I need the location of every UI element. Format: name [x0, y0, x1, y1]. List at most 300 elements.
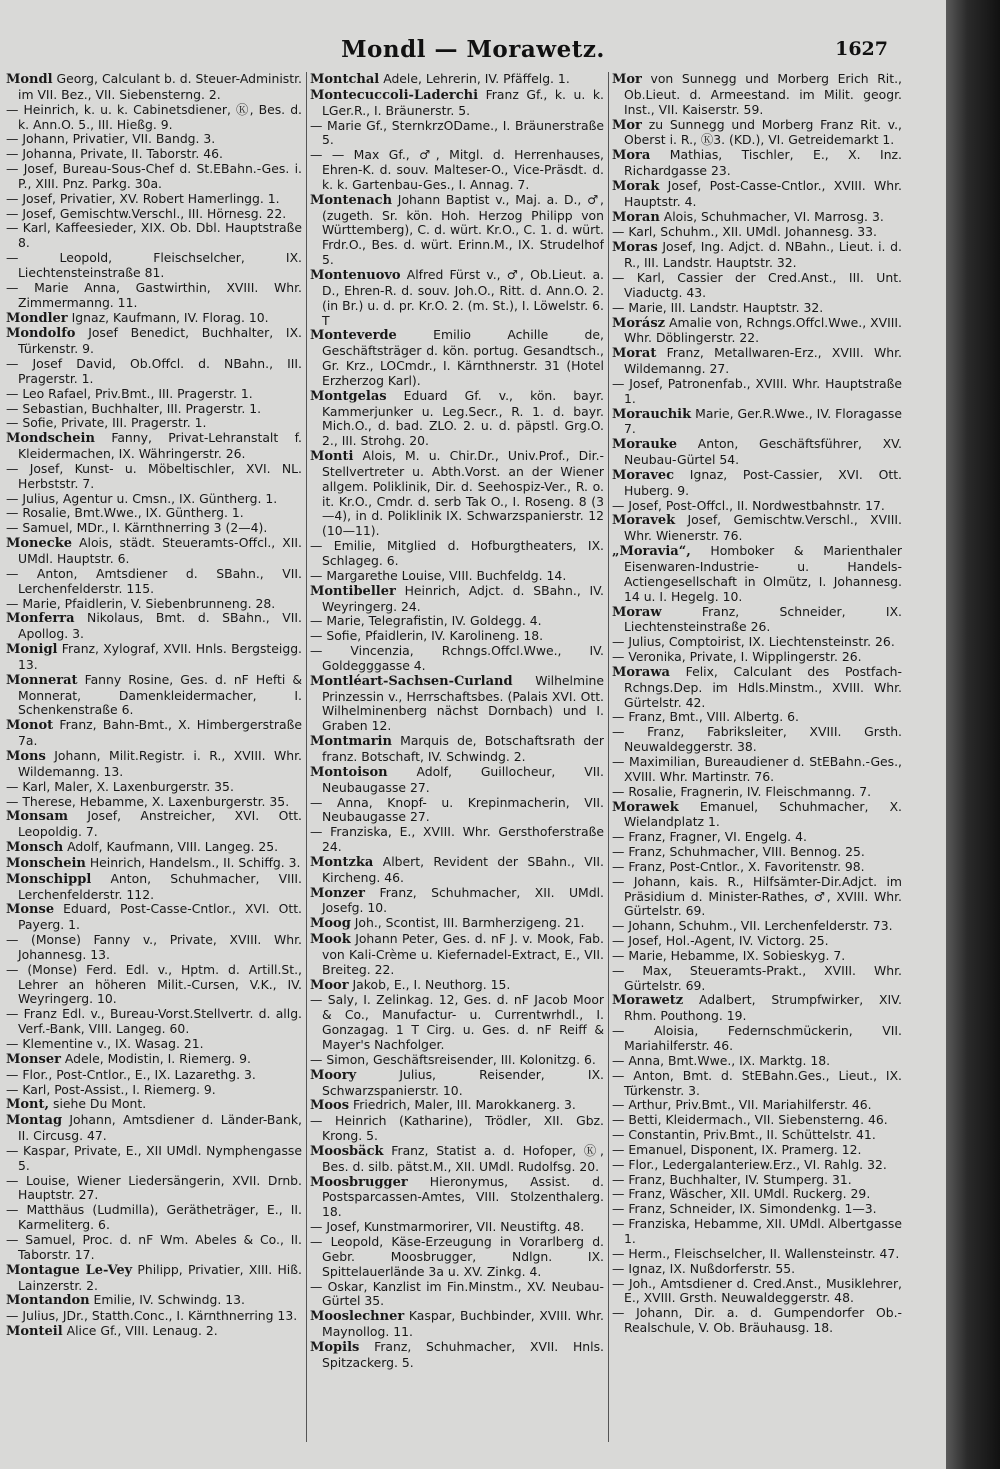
- entry-surname: Moravec: [612, 467, 675, 483]
- entry-text: — Vincenzia, Rchngs.Offcl.Wwe., IV. Goldegggasse 4.: [310, 643, 604, 673]
- entry-text: Heinrich, Adjct. d. SBahn., IV. Weyringerg. 24.: [322, 582, 604, 614]
- entry-text: Josef Benedict, Buchhalter, IX. Türkenstr. 9.: [18, 325, 302, 357]
- directory-entry: [6, 1097, 302, 1113]
- entry-text: Franz, Metallwaren-Erz., XVIII. Whr. Wildemanng. 27.: [624, 345, 902, 377]
- entry-text: — Margarethe Louise, VIII. Buchfeldg. 14.: [310, 567, 567, 583]
- entry-text: Eduard Gf. v., kön. bayr. Kammerjunker u. Leg.Secr., R. 1. d. bayr. Mich.O., d. bad. ZLO. 2. u. d. päpstl. Grg.O. 2., III. Strohg. 20.: [322, 387, 604, 449]
- directory-entry: [612, 118, 902, 149]
- entry-text: — Julius, Agentur u. Cmsn., IX. Güntherg. 1.: [6, 490, 278, 506]
- directory-entry: [6, 611, 302, 642]
- directory-entry: [612, 544, 902, 604]
- entry-surname: Morauchik: [612, 406, 692, 422]
- entry-text: Mathias, Tischler, E., X. Inz. Richardgasse 23.: [624, 147, 902, 179]
- entry-text: Josef, Ing. Adjct. d. NBahn., Lieut. i. d. R., III. Landstr. Hauptstr. 32.: [624, 239, 902, 271]
- directory-entry: [310, 916, 604, 932]
- directory-entry: [6, 311, 302, 327]
- directory-subentry: [612, 1202, 902, 1217]
- entry-text: — Leo Rafael, Priv.Bmt., III. Pragerstr. 1.: [6, 385, 253, 401]
- entry-surname: Monnerat: [6, 672, 78, 688]
- directory-subentry: [6, 402, 302, 417]
- entry-surname: Moraw: [612, 604, 662, 620]
- entry-text: — Franz, Schneider, IX. Simondenkg. 1—3.: [612, 1201, 877, 1217]
- entry-text: — Marie Anna, Gastwirthin, XVIII. Whr. Zimmermanng. 11.: [6, 279, 302, 310]
- directory-subentry: [612, 1054, 902, 1069]
- entry-surname: Moory: [310, 1067, 357, 1083]
- entry-surname: Moravek: [612, 513, 676, 529]
- directory-entry: [6, 536, 302, 567]
- entry-text: — Franz, Fragner, VI. Engelg. 4.: [612, 829, 807, 845]
- entry-surname: Montchal: [310, 72, 380, 87]
- directory-subentry: [6, 1083, 302, 1098]
- directory-entry: [310, 1175, 604, 1221]
- entry-text: — Franz, Schuhmacher, VIII. Bennog. 25.: [612, 844, 865, 860]
- entry-surname: Mondler: [6, 310, 68, 326]
- entry-text: — Samuel, MDr., I. Kärnthnerring 3 (2—4).: [6, 520, 268, 536]
- directory-subentry: [310, 1053, 604, 1068]
- entry-text: Ignaz, Post-Cassier, XVI. Ott. Huberg. 9.: [624, 466, 902, 498]
- directory-subentry: [310, 614, 604, 629]
- directory-subentry: [310, 569, 604, 584]
- entry-surname: Moor: [310, 977, 349, 993]
- entry-text: Homboker & Marienthaler Eisenwaren-Industrie- u. Handels-Actiengesellschaft in Olmütz, I. Johannesg. 14 u. I. Hegelg. 10.: [624, 543, 902, 604]
- entry-text: — Sofie, Private, III. Pragerstr. 1.: [6, 415, 207, 431]
- entry-text: — Marie, Pfaidlerin, V. Siebenbrunneng. 28.: [6, 595, 276, 611]
- entry-text: — (Monse) Fanny v., Private, XVIII. Whr. Johannesg. 13.: [6, 932, 302, 962]
- directory-entry: [310, 1098, 604, 1114]
- entry-text: Johann, Milit.Registr. i. R., XVIII. Whr. Wildemanng. 13.: [18, 747, 302, 779]
- entry-surname: Mooslechner: [310, 1309, 405, 1325]
- entry-surname: Montag: [6, 1113, 63, 1129]
- entry-surname: Mons: [6, 748, 46, 764]
- entry-surname: Morawa: [612, 664, 670, 680]
- entry-text: — Simon, Geschäftsreisender, III. Kolonitzg. 6.: [310, 1051, 596, 1067]
- directory-entry: [6, 642, 302, 673]
- entry-text: — Kaspar, Private, E., XII UMdl. Nymphengasse 5.: [6, 1142, 302, 1173]
- entry-text: Felix, Calculant des Postfach-Rchngs.Dep. im Hdls.Minstm., XVIII. Whr. Gürtelstr. 42.: [624, 663, 902, 710]
- entry-text: Anton, Geschäftsführer, XV. Neubau-Gürtel 54.: [624, 436, 902, 468]
- entry-text: Alois, M. u. Chir.Dr., Univ.Prof., Dir.-Stellvertreter u. Abth.Vorst. an der Wiener allgem. Poliklinik, Dir. d. Seehospiz-Ver., R. o. it. Kr.O., Cmdr. d. serb Tak O., I. Roseng. 8 (3—4), in d. Poliklinik IX. Schwarzspanierstr. 12 (10—11).: [322, 448, 604, 539]
- directory-subentry: [6, 506, 302, 521]
- entry-text: — Leopold, Fleischselcher, IX. Liechtensteinstraße 81.: [6, 250, 302, 280]
- entry-surname: Montmarin: [310, 734, 392, 750]
- entry-text: — Flor., Post-Cntlor., E., IX. Lazarethg. 3.: [6, 1066, 256, 1082]
- entry-text: — Josef, Gemischtw.Verschl., III. Hörnesg. 22.: [6, 205, 287, 221]
- directory-entry: [310, 584, 604, 615]
- directory-subentry: [6, 1174, 302, 1204]
- entry-text: zu Sunnegg und Morberg Franz Rit. v., Oberst i. R., Ⓚ3. (KD.), VI. Getreidemarkt 1.: [624, 116, 902, 148]
- entry-text: — Rosalie, Fragnerin, IV. Fleischmanng. 7.: [612, 783, 872, 799]
- directory-subentry: [612, 635, 902, 650]
- entry-text: Julius, Reisender, IX. Schwarzspanierstr. 10.: [322, 1066, 604, 1098]
- directory-entry: [310, 886, 604, 917]
- entry-text: — Aloisia, Federnschmückerin, VII. Mariahilferstr. 46.: [612, 1023, 902, 1053]
- entry-text: — Johann, kais. R., Hilfsämter-Dir.Adjct. im Präsidium d. Minister-Rathes, ♂, XVIII. Whr. Gürtelstr. 69.: [612, 873, 902, 919]
- directory-entry: [6, 1293, 302, 1309]
- entry-text: Fanny, Privat-Lehranstalt f. Kleidermachen, IX. Währingerstr. 26.: [18, 430, 302, 462]
- entry-text: — Franz, Wäscher, XII. UMdl. Ruckerg. 29.: [612, 1186, 871, 1202]
- entry-text: — Karl, Schuhm., XII. UMdl. Johannesg. 33.: [612, 224, 877, 240]
- entry-text: Jakob, E., I. Neuthorg. 15.: [348, 976, 511, 992]
- directory-subentry: [612, 919, 902, 934]
- entry-text: Adele, Lehrerin, IV. Pfäffelg. 1.: [379, 72, 570, 86]
- directory-entry: [310, 88, 604, 119]
- entry-text: Alice Gf., VIII. Lenaug. 2.: [62, 1323, 218, 1339]
- entry-text: — (Monse) Ferd. Edl. v., Hptm. d. Artill.St., Lehrer an höheren Milit.-Cursen, V.K., IV. Weyringerg. 10.: [6, 961, 302, 1007]
- directory-subentry: [6, 251, 302, 281]
- entry-text: Marie, Ger.R.Wwe., IV. Floragasse 7.: [624, 405, 902, 437]
- directory-subentry: [6, 1203, 302, 1233]
- entry-text: — Oskar, Kanzlist im Fin.Minstm., XV. Neubau-Gürtel 35.: [310, 1278, 604, 1309]
- directory-subentry: [310, 119, 604, 149]
- directory-subentry: [612, 710, 902, 725]
- page-edge-shadow: [946, 0, 1000, 1469]
- entry-surname: Monsam: [6, 809, 69, 825]
- entry-surname: Montague Le-Vey: [6, 1262, 133, 1278]
- directory-subentry: [6, 521, 302, 536]
- entry-text: — Marie Gf., SternkrzODame., I. Bräunerstraße 5.: [310, 117, 604, 148]
- directory-subentry: [6, 1233, 302, 1263]
- entry-text: von Sunnegg und Morberg Erich Rit., Ob.Lieut. d. Armeestand. im Milit. geogr. Inst., VII. Kaiserstr. 59.: [624, 72, 902, 117]
- directory-subentry: [310, 796, 604, 826]
- entry-surname: Monse: [6, 902, 55, 918]
- entry-text: — Johann, Privatier, VII. Bandg. 3.: [6, 131, 216, 147]
- entry-text: — Josef, Kunst- u. Möbeltischler, XVI. NL. Herbststr. 7.: [6, 460, 302, 491]
- directory-entry: [310, 389, 604, 449]
- entry-text: — Sofie, Pfaidlerin, IV. Karolineng. 18.: [310, 628, 544, 644]
- entry-surname: Mora: [612, 148, 651, 164]
- directory-entry: [612, 179, 902, 210]
- directory-subentry: [612, 271, 902, 301]
- directory-subentry: [612, 1069, 902, 1099]
- entry-surname: Montenuovo: [310, 267, 401, 283]
- entry-text: — Anna, Knopf- u. Krepinmacherin, VII. Neubaugasse 27.: [310, 794, 604, 825]
- column-divider: [608, 72, 609, 1442]
- directory-subentry: [612, 755, 902, 785]
- entry-text: — Karl, Maler, X. Laxenburgerstr. 35.: [6, 778, 234, 794]
- directory-subentry: [612, 785, 902, 800]
- entry-surname: Montecuccoli-Laderchi: [310, 87, 479, 103]
- entry-text: — Marie, III. Landstr. Hauptstr. 32.: [612, 299, 824, 315]
- entry-text: Adalbert, Strumpfwirker, XIV. Rhm. Pouthong. 19.: [624, 992, 902, 1024]
- entry-text: — Karl, Cassier der Cred.Anst., III. Unt. Viaductg. 43.: [612, 269, 902, 300]
- directory-subentry: [6, 103, 302, 133]
- directory-subentry: [6, 1007, 302, 1037]
- directory-subentry: [6, 492, 302, 507]
- entry-surname: Monecke: [6, 536, 72, 552]
- directory-subentry: [612, 650, 902, 665]
- entry-text: — Klementine v., IX. Wasag. 21.: [6, 1036, 204, 1051]
- directory-entry: [612, 605, 902, 636]
- directory-entry: [6, 72, 302, 103]
- entry-surname: Moosbrugger: [310, 1174, 408, 1190]
- directory-subentry: [612, 1143, 902, 1158]
- directory-entry: [6, 673, 302, 719]
- entry-text: Emilie, IV. Schwindg. 13.: [89, 1292, 245, 1308]
- directory-subentry: [6, 281, 302, 311]
- entry-surname: Monser: [6, 1051, 61, 1067]
- entry-text: Franz, Bahn-Bmt., X. Himbergerstraße 7a.: [18, 717, 302, 749]
- directory-subentry: [6, 795, 302, 810]
- entry-surname: Montzka: [310, 854, 374, 870]
- entry-text: siehe Du Mont.: [49, 1096, 147, 1112]
- directory-subentry: [6, 162, 302, 192]
- entry-text: Philipp, Privatier, XIII. Hiß. Lainzerstr. 2.: [18, 1261, 302, 1293]
- directory-subentry: [310, 644, 604, 674]
- entry-surname: Moran: [612, 209, 660, 225]
- directory-entry: [612, 993, 902, 1024]
- directory-entry: [612, 72, 902, 118]
- entry-surname: Morawek: [612, 799, 679, 815]
- entry-surname: Montenach: [310, 192, 393, 208]
- directory-subentry: [6, 387, 302, 402]
- directory-entry: [6, 902, 302, 933]
- entry-surname: Morawetz: [612, 993, 684, 1009]
- entry-text: Johann, Amtsdiener d. Länder-Bank, II. Circusg. 47.: [18, 1112, 302, 1144]
- entry-surname: Monteil: [6, 1324, 63, 1340]
- entry-surname: Montoison: [310, 764, 388, 780]
- entry-text: — Marie, Telegrafistin, IV. Goldegg. 4.: [310, 613, 542, 629]
- entry-surname: Moras: [612, 240, 658, 256]
- directory-subentry: [612, 1173, 902, 1188]
- entry-text: — Franz, Fabriksleiter, XVIII. Grsth. Neuwaldeggerstr. 38.: [612, 724, 902, 755]
- entry-text: Hieronymus, Assist. d. Postsparcassen-Amtes, VIII. Stolzenthalerg. 18.: [322, 1173, 604, 1220]
- entry-surname: Mor: [612, 117, 642, 133]
- directory-subentry: [612, 1306, 902, 1336]
- directory-subentry: [612, 934, 902, 949]
- entry-text: — Betti, Kleidermach., VII. Siebensterng. 46.: [612, 1112, 888, 1128]
- entry-text: — Julius, Comptoirist, IX. Liechtensteinstr. 26.: [612, 634, 895, 650]
- entry-text: — Samuel, Proc. d. nF Wm. Abeles & Co., II. Taborstr. 17.: [6, 1231, 302, 1262]
- entry-text: Kaspar, Buchbinder, XVIII. Whr. Maynollog. 11.: [322, 1308, 604, 1340]
- entry-text: — Louise, Wiener Liedersängerin, XVII. Drnb. Hauptstr. 27.: [6, 1172, 302, 1203]
- entry-text: Joh., Scontist, III. Barmherzigeng. 21.: [350, 915, 585, 931]
- entry-text: — Johann, Schuhm., VII. Lerchenfelderstr. 73.: [612, 918, 893, 934]
- directory-subentry: [612, 377, 902, 407]
- directory-subentry: [310, 629, 604, 644]
- directory-subentry: [6, 1309, 302, 1324]
- entry-text: — Josef, Bureau-Sous-Chef d. St.EBahn.-Ges. i. P., XIII. Pnz. Parkg. 30a.: [6, 161, 302, 191]
- entry-text: Johann Baptist v., Maj. a. D., ♂, (zugeth. Sr. kön. Hoh. Herzog Philipp von Württemberg), C. d. würt. Kr.O., C. 1. d. würt. Frdr.O., Bes. d. würt. Erinn.M., IX. Strudelhof 5.: [322, 191, 604, 268]
- directory-subentry: [6, 192, 302, 207]
- directory-subentry: [6, 567, 302, 597]
- entry-text: — Flor., Ledergalanteriew.Erz., VI. Rahlg. 32.: [612, 1156, 887, 1172]
- entry-surname: Montandon: [6, 1293, 90, 1309]
- directory-subentry: [612, 1217, 902, 1247]
- entry-text: — Heinrich (Katharine), Trödler, XII. Gbz. Krong. 5.: [310, 1113, 604, 1144]
- entry-text: — Julius, JDr., Statth.Conc., I. Kärnthnerring 13.: [6, 1308, 298, 1324]
- entry-text: — Franziska, E., XVIII. Whr. Gersthoferstraße 24.: [310, 824, 604, 855]
- entry-text: — Matthäus (Ludmilla), Gerätheträger, E., II. Karmeliterg. 6.: [6, 1202, 302, 1233]
- entry-surname: Monzer: [310, 885, 366, 901]
- directory-entry: [6, 872, 302, 903]
- entry-text: — Josef, Hol.-Agent, IV. Victorg. 25.: [612, 933, 829, 949]
- entry-text: Anton, Schuhmacher, VIII. Lerchenfelderstr. 112.: [18, 870, 302, 902]
- entry-text: — Emanuel, Disponent, IX. Pramerg. 12.: [612, 1141, 862, 1157]
- entry-text: — Josef, Patronenfab., XVIII. Whr. Hauptstraße 1.: [612, 375, 902, 406]
- entry-text: Franz, Schuhmacher, XII. UMdl. Josefg. 10.: [322, 884, 604, 916]
- directory-entry: [310, 978, 604, 994]
- column-3: [612, 72, 902, 1452]
- entry-text: Franz Gf., k. u. k. LGer.R., I. Bräunerstr. 5.: [322, 86, 604, 118]
- running-head: Mondl — Morawetz.: [341, 36, 605, 63]
- directory-entry: [6, 718, 302, 749]
- entry-text: Marquis de, Botschaftsrath der franz. Botschaft, IV. Schwindg. 2.: [322, 733, 604, 764]
- entry-surname: Monteverde: [310, 328, 397, 344]
- directory-entry: [310, 1144, 604, 1175]
- directory-subentry: [310, 1280, 604, 1310]
- directory-subentry: [612, 1024, 902, 1054]
- entry-text: Josef, Gemischtw.Verschl., XVIII. Whr. Wienerstr. 76.: [624, 512, 902, 544]
- entry-text: — Constantin, Priv.Bmt., II. Schüttelstr. 41.: [612, 1127, 876, 1143]
- directory-subentry: [6, 933, 302, 963]
- directory-subentry: [612, 1262, 902, 1277]
- page-header: [0, 36, 946, 66]
- entry-surname: Moog: [310, 916, 351, 932]
- entry-text: — Johann, Dir. a. d. Gumpendorfer Ob.-Realschule, V. Ob. Bräuhausg. 18.: [612, 1305, 902, 1336]
- directory-entry: [6, 856, 302, 872]
- directory-entry: [6, 1113, 302, 1144]
- directory-subentry: [6, 132, 302, 147]
- entry-surname: Monferra: [6, 611, 75, 627]
- directory-subentry: [612, 964, 902, 994]
- directory-entry: [612, 148, 902, 179]
- entry-surname: Morauke: [612, 437, 678, 453]
- directory-subentry: [6, 597, 302, 612]
- entry-text: Josef, Anstreicher, XVI. Ott. Leopoldig. 7.: [18, 808, 302, 840]
- entry-text: Emanuel, Schuhmacher, X. Wielandplatz 1.: [624, 798, 902, 830]
- entry-text: — Josef, Post-Offcl., II. Nordwestbahnstr. 17.: [612, 497, 885, 513]
- entry-text: Georg, Calculant b. d. Steuer-Administr. im VII. Bez., VII. Siebensterng. 2.: [18, 72, 302, 102]
- directory-entry: [310, 72, 604, 88]
- entry-text: Emilio Achille de, Geschäftsträger d. kön. portug. Gesandtsch., Gr. Krz., LOCmdr., I. Kärnthnerstr. 31 (Hotel Erzherzog Karl).: [322, 327, 604, 388]
- entry-text: Amalie von, Rchngs.Offcl.Wwe., XVIII. Whr. Döblingerstr. 22.: [624, 314, 902, 346]
- directory-entry: [6, 840, 302, 856]
- entry-surname: Mondl: [6, 72, 53, 87]
- entry-text: — Karl, Post-Assist., I. Riemerg. 9.: [6, 1081, 216, 1097]
- directory-entry: [310, 1340, 604, 1371]
- entry-text: — Leopold, Käse-Erzeugung in Vorarlberg d. Gebr. Moosbrugger, Ndlgn. IX. Spittelauerlände 3a u. XV. Zinkg. 4.: [310, 1233, 604, 1279]
- entry-surname: Monot: [6, 718, 54, 734]
- entry-text: — Franz, Bmt., VIII. Albertg. 6.: [612, 709, 799, 725]
- entry-surname: Montgelas: [310, 388, 387, 404]
- entry-text: — Sebastian, Buchhalter, III. Pragerstr. 1.: [6, 400, 262, 416]
- entry-text: Heinrich, Handelsm., II. Schiffg. 3.: [85, 854, 301, 870]
- entry-text: Nikolaus, Bmt. d. SBahn., VII. Apollog. 3.: [18, 610, 302, 642]
- entry-text: Albert, Revident der SBahn., VII. Kircheng. 46.: [322, 853, 604, 885]
- entry-surname: Monsch: [6, 840, 64, 856]
- directory-entry: [310, 932, 604, 978]
- entry-surname: Montibeller: [310, 583, 396, 599]
- entry-text: — Herm., Fleischselcher, II. Wallensteinstr. 47.: [612, 1245, 900, 1261]
- directory-subentry: [612, 1128, 902, 1143]
- entry-text: — Maximilian, Bureaudiener d. StEBahn.-Ges., XVIII. Whr. Martinstr. 76.: [612, 753, 902, 784]
- directory-entry: [310, 1309, 604, 1340]
- entry-text: — Veronika, Private, I. Wipplingerstr. 26.: [612, 649, 862, 665]
- entry-text: Friedrich, Maler, III. Marokkanerg. 3.: [349, 1097, 576, 1113]
- directory-entry: [6, 1263, 302, 1294]
- entry-surname: Morász: [612, 315, 666, 331]
- directory-subentry: [310, 1114, 604, 1144]
- directory-entry: [612, 210, 902, 226]
- directory-entry: [612, 346, 902, 377]
- entry-text: Wilhelmine Prinzessin v., Herrschaftsbes. (Palais XVI. Ott. Wilhelminenberg nächst Dornbach) und I. Graben 12.: [322, 672, 604, 734]
- directory-subentry: [612, 845, 902, 860]
- entry-text: — Emilie, Mitglied d. Hofburgtheaters, IX. Schlageg. 6.: [310, 538, 604, 568]
- entry-surname: Montléart-Sachsen-Curland: [310, 673, 513, 689]
- directory-subentry: [310, 825, 604, 855]
- entry-surname: Monschippl: [6, 871, 92, 887]
- entry-text: — Marie, Hebamme, IX. Sobieskyg. 7.: [612, 947, 846, 963]
- entry-text: — Joh., Amtsdiener d. Cred.Anst., Musiklehrer, E., XVIII. Grsth. Neuwaldeggerstr. 48.: [612, 1275, 902, 1306]
- entry-surname: Mook: [310, 932, 351, 948]
- directory-entry: [612, 240, 902, 271]
- entry-text: — Franz Edl. v., Bureau-Vorst.Stellvertr. d. allg. Verf.-Bank, VIII. Langeg. 60.: [6, 1006, 302, 1037]
- directory-entry: [310, 268, 604, 328]
- entry-surname: Mopils: [310, 1339, 360, 1355]
- entry-surname: Mondschein: [6, 431, 95, 447]
- entry-text: — Rosalie, Bmt.Wwe., IX. Güntherg. 1.: [6, 505, 244, 521]
- directory-entry: [310, 1068, 604, 1099]
- directory-entry: [310, 328, 604, 388]
- entry-text: — Franz, Post-Cntlor., X. Favoritenstr. 98.: [612, 858, 865, 874]
- entry-surname: Mondolfo: [6, 326, 76, 342]
- directory-subentry: [612, 725, 902, 755]
- directory-entry: [6, 326, 302, 357]
- directory-subentry: [310, 993, 604, 1052]
- directory-subentry: [612, 1277, 902, 1307]
- entry-surname: Morak: [612, 178, 660, 194]
- directory-subentry: [612, 1098, 902, 1113]
- directory-entry: [310, 734, 604, 765]
- entry-surname: Mont,: [6, 1097, 50, 1113]
- entry-text: Ignaz, Kaufmann, IV. Florag. 10.: [67, 309, 269, 325]
- entry-text: — Franz, Buchhalter, IV. Stumperg. 31.: [612, 1171, 852, 1187]
- entry-text: Josef, Post-Casse-Cntlor., XVIII. Whr. Hauptstr. 4.: [624, 177, 902, 209]
- directory-subentry: [6, 1068, 302, 1083]
- column-2: [310, 72, 604, 1452]
- column-divider: [306, 72, 307, 1442]
- entry-surname: Monigl: [6, 642, 58, 658]
- directory-subentry: [612, 830, 902, 845]
- entry-surname: Morat: [612, 346, 657, 362]
- entry-surname: Moosbäck: [310, 1143, 384, 1159]
- directory-entry: [612, 407, 902, 438]
- column-1: [6, 72, 302, 1452]
- directory-subentry: [6, 221, 302, 251]
- page-number: 1627: [835, 38, 888, 60]
- entry-text: Fanny Rosine, Ges. d. nF Hefti & Monnerat, Damenkleidermacher, I. Schenkenstraße 6.: [18, 671, 302, 718]
- directory-subentry: [310, 1235, 604, 1280]
- directory-subentry: [310, 148, 604, 193]
- entry-surname: Monschein: [6, 855, 86, 871]
- entry-text: Eduard, Post-Casse-Cntlor., XVI. Ott. Payerg. 1.: [18, 901, 302, 933]
- entry-text: — — Max Gf., ♂, Mitgl. d. Herrenhauses, Ehren-K. d. souv. Malteser-O., Vice-Präsdt. d. k. k. Gartenbau-Ges., I. Annag. 7.: [310, 147, 604, 192]
- directory-subentry: [612, 1247, 902, 1262]
- entry-text: Johann Peter, Ges. d. nF J. v. Mook, Fab. von Kali-Crème u. Kiefernadel-Extract, E., VII. Breiteg. 22.: [322, 931, 604, 977]
- directory-entry: [6, 809, 302, 840]
- entry-text: — Max, Steueramts-Prakt., XVIII. Whr. Gürtelstr. 69.: [612, 962, 902, 993]
- directory-subentry: [6, 147, 302, 162]
- entry-text: Franz, Xylograf, XVII. Hnls. Bergsteigg. 13.: [18, 641, 302, 672]
- directory-entry: [612, 437, 902, 468]
- entry-text: — Ignaz, IX. Nußdorferstr. 55.: [612, 1260, 796, 1276]
- directory-entry: [612, 665, 902, 711]
- directory-subentry: [6, 357, 302, 387]
- entry-text: — Heinrich, k. u. k. Cabinetsdiener, Ⓚ, Bes. d. k. Ann.O. 5., III. Hießg. 9.: [6, 101, 302, 132]
- directory-subentry: [6, 416, 302, 431]
- directory-subentry: [6, 1144, 302, 1174]
- directory-entry: [612, 800, 902, 831]
